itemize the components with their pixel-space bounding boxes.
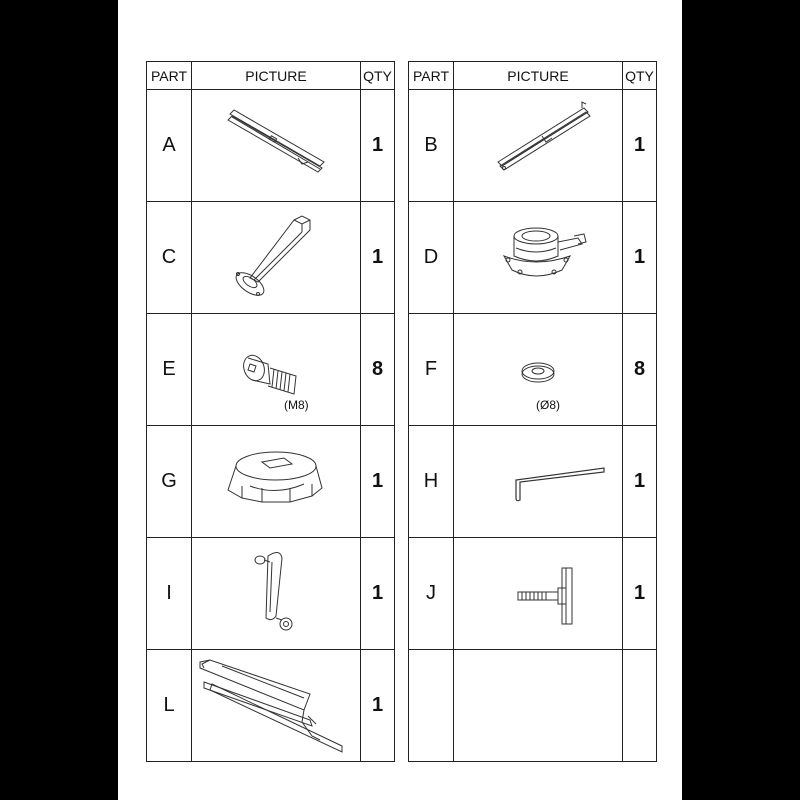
picture-cell — [454, 426, 623, 538]
table-row — [147, 650, 395, 762]
part-letter: A — [147, 90, 192, 202]
umbrella-icon — [192, 650, 360, 761]
table-row — [409, 538, 657, 650]
part-letter: G — [147, 426, 192, 538]
picture-cell — [454, 202, 623, 314]
picture-cell — [192, 90, 361, 202]
qty-value: 1 — [361, 426, 395, 538]
part-letter: I — [147, 538, 192, 650]
table-row — [147, 538, 395, 650]
picture-header: PICTURE — [454, 62, 623, 90]
qty-value: 8 — [361, 314, 395, 426]
thumb-screw-icon — [454, 538, 622, 649]
parts-sheet — [118, 0, 682, 800]
part-letter — [409, 650, 454, 762]
part-letter: J — [409, 538, 454, 650]
qty-header: QTY — [361, 62, 395, 90]
qty-value: 1 — [361, 538, 395, 650]
rail-icon — [192, 90, 360, 201]
table-row — [409, 314, 657, 426]
qty-value: 8 — [623, 314, 657, 426]
picture-cell — [192, 650, 361, 762]
part-letter: F — [409, 314, 454, 426]
table-row — [147, 90, 395, 202]
rail-icon — [454, 90, 622, 201]
qty-header: QTY — [623, 62, 657, 90]
allen-key-icon — [454, 426, 622, 537]
part-letter: E — [147, 314, 192, 426]
table-row — [409, 650, 657, 762]
picture-cell — [454, 538, 623, 650]
parts-table-left — [146, 61, 395, 762]
part-header: PART — [409, 62, 454, 90]
header-row — [409, 62, 657, 90]
qty-value: 1 — [623, 202, 657, 314]
part-letter: B — [409, 90, 454, 202]
qty-value: 1 — [361, 202, 395, 314]
table-row — [409, 90, 657, 202]
picture-cell — [192, 202, 361, 314]
picture-cell — [454, 650, 623, 762]
base-cap-icon — [192, 426, 360, 537]
parts-table-right — [408, 61, 657, 762]
picture-cell — [192, 314, 361, 426]
size-note: (Ø8) — [536, 398, 560, 412]
qty-value: 1 — [623, 426, 657, 538]
picture-cell — [192, 538, 361, 650]
header-row — [147, 62, 395, 90]
rotation-base-icon — [454, 202, 622, 313]
part-header: PART — [147, 62, 192, 90]
part-letter: C — [147, 202, 192, 314]
crank-handle-icon — [192, 538, 360, 649]
table-row — [409, 202, 657, 314]
picture-cell — [192, 426, 361, 538]
qty-value: 1 — [623, 90, 657, 202]
qty-value: 1 — [361, 650, 395, 762]
part-letter: H — [409, 426, 454, 538]
part-letter: L — [147, 650, 192, 762]
size-note: (M8) — [284, 398, 309, 412]
picture-header: PICTURE — [192, 62, 361, 90]
qty-value: 1 — [623, 538, 657, 650]
qty-value — [623, 650, 657, 762]
part-letter: D — [409, 202, 454, 314]
table-row — [147, 426, 395, 538]
table-row — [147, 314, 395, 426]
picture-cell — [454, 90, 623, 202]
qty-value: 1 — [361, 90, 395, 202]
table-row — [147, 202, 395, 314]
table-row — [409, 426, 657, 538]
bolt-icon — [192, 314, 360, 425]
picture-cell — [454, 314, 623, 426]
post-base-icon — [192, 202, 360, 313]
